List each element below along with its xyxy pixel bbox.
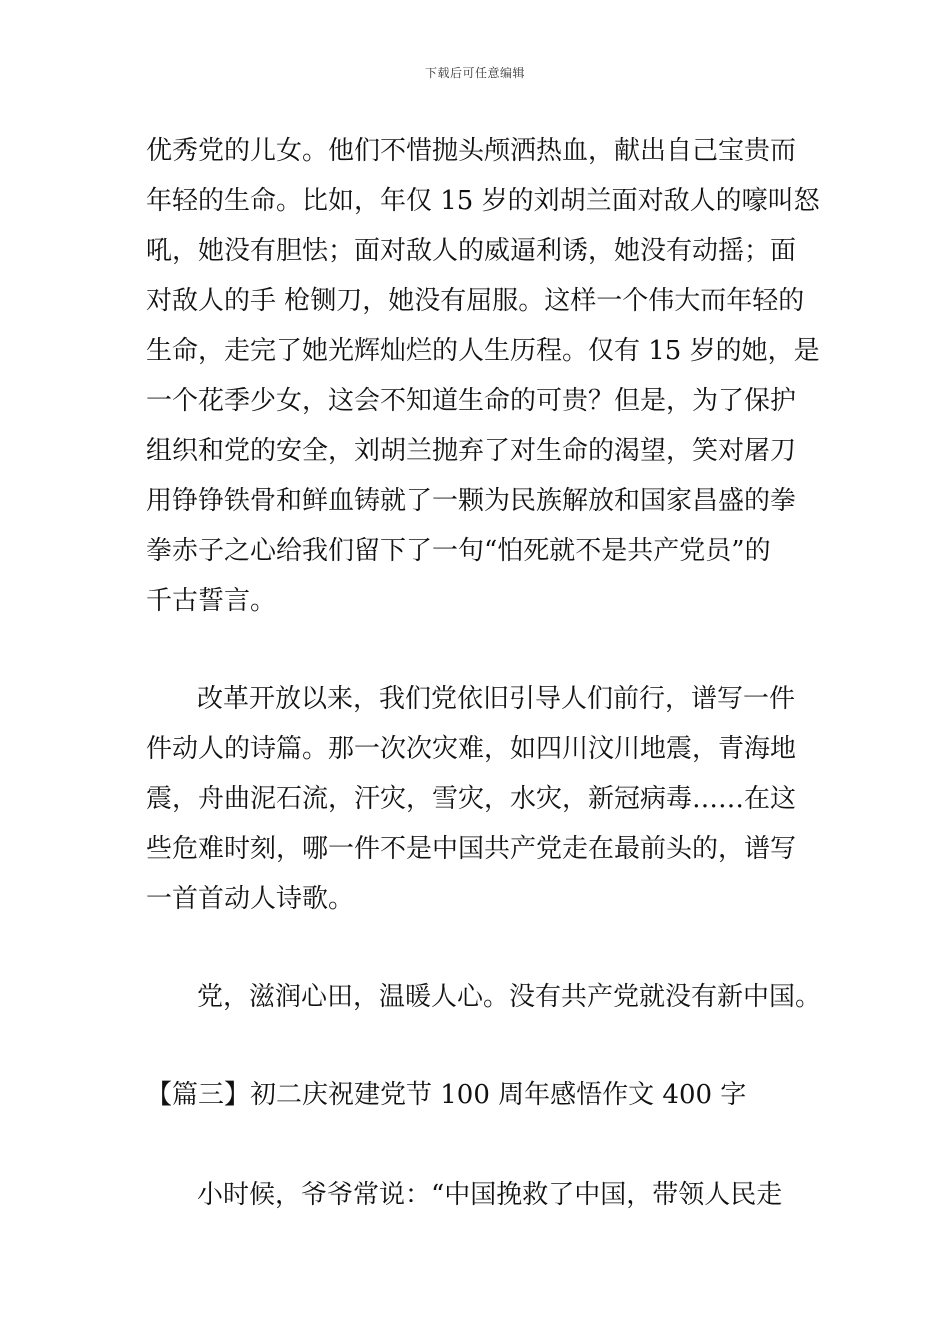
paragraph-line: 优秀党的儿女。他们不惜抛头颅洒热血，献出自己宝贵而: [146, 136, 797, 166]
paragraph-line: 吼，她没有胆怯；面对敌人的威逼利诱，她没有动摇；面: [146, 236, 797, 266]
paragraph-line: 件动人的诗篇。那一次次灾难，如四川汶川地震，青海地: [146, 734, 797, 764]
paragraph-line: 用铮铮铁骨和鲜血铸就了一颗为民族解放和国家昌盛的拳: [146, 486, 797, 516]
page-header: 下载后可任意编辑: [424, 66, 525, 80]
paragraph-line: 千古誓言。: [146, 586, 277, 616]
section-title: 【篇三】初二庆祝建党节 100 周年感悟作文 400 字: [146, 1080, 747, 1110]
paragraph-line: 年轻的生命。比如，年仅 15 岁的刘胡兰面对敌人的嚎叫怒: [146, 186, 820, 216]
paragraph-line: 震，舟曲泥石流，汗灾，雪灾，水灾，新冠病毒……在这: [146, 784, 797, 814]
paragraph-line: 小时候，爷爷常说：“中国挽救了中国，带领人民走: [197, 1180, 783, 1210]
paragraph-line: 一首首动人诗歌。: [146, 884, 355, 914]
paragraph-line: 些危难时刻，哪一件不是中国共产党走在最前头的，谱写: [146, 834, 797, 864]
paragraph-line: 对敌人的手 枪铡刀，她没有屈服。这样一个伟大而年轻的: [146, 286, 805, 316]
paragraph-line: 生命，走完了她光辉灿烂的人生历程。仅有 15 岁的她，是: [146, 336, 820, 366]
paragraph-line: 改革开放以来，我们党依旧引导人们前行，谱写一件: [197, 684, 796, 714]
paragraph-line: 党，滋润心田，温暖人心。没有共产党就没有新中国。: [197, 982, 822, 1012]
paragraph-line: 一个花季少女，这会不知道生命的可贵？但是，为了保护: [146, 386, 797, 416]
paragraph-line: 拳赤子之心给我们留下了一句“怕死就不是共产党员”的: [146, 536, 771, 566]
paragraph-line: 组织和党的安全，刘胡兰抛弃了对生命的渴望，笑对屠刀: [146, 436, 797, 466]
